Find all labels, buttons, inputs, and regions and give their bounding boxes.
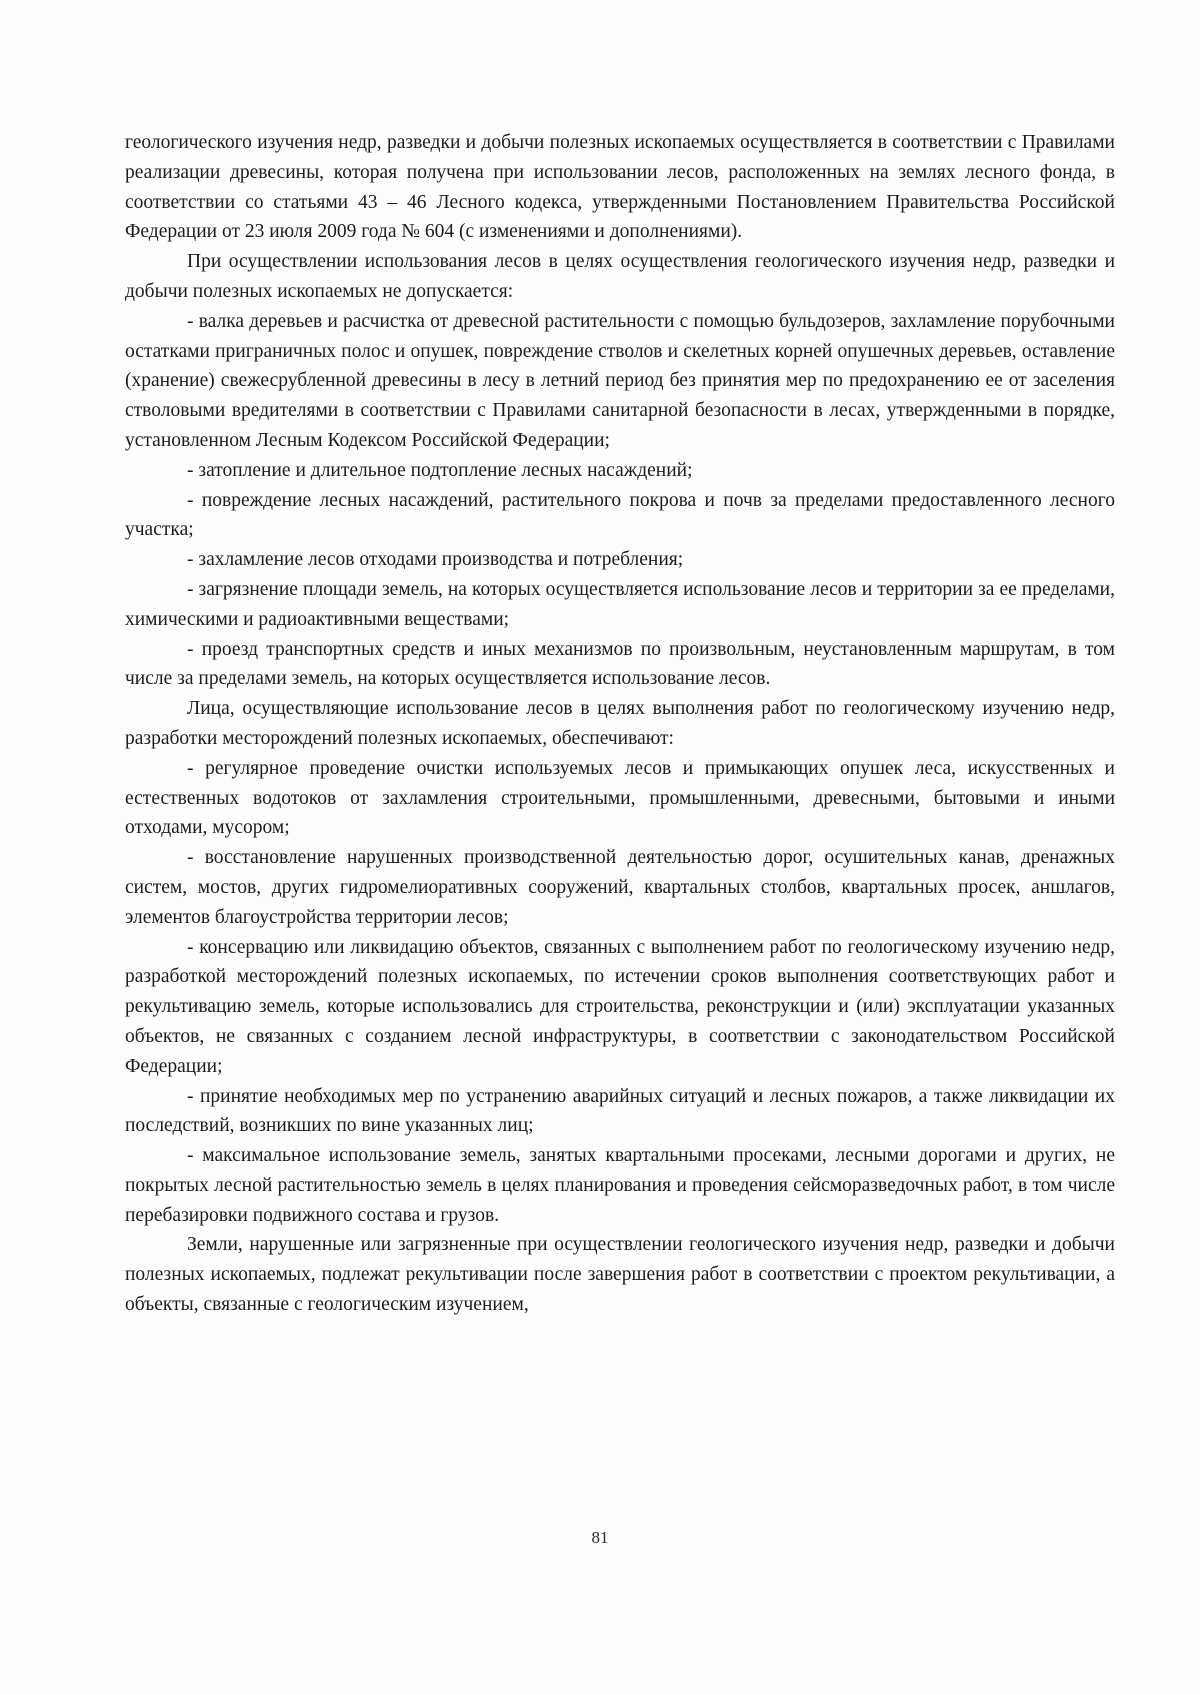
list-item-littering: - захламление лесов отходами производства и потребления; [187,549,684,571]
paragraph-prohibitions-intro: При осуществлении использования лесов в целях осуществления геологического изучения недр, разведки и добычи полезных ископаемых не допускается: [125,251,1115,302]
list-item-flooding: - затопление и длительное подтопление лесных насаждений; [187,459,693,481]
list-item-cleaning: - регулярное проведение очистки используемых лесов и примыкающих опушек леса, искусственных и естественных водотоков от захламления строительными, промышленными, древесными, бытовыми и иными отходами, мусором; [125,757,1115,839]
list-item-restoration: - восстановление нарушенных производственной деятельностью дорог, осушительных канав, дренажных систем, мостов, других гидромелиоративных сооружений, квартальных столбов, квартальных просек, аншлагов, элементов благоустройства территории лесов; [125,847,1115,928]
list-item-damage: - повреждение лесных насаждений, растительного покрова и почв за пределами предоставленного лесного участка; [125,489,1115,541]
document-body [125,128,1115,1320]
list-item-felling: - валка деревьев и расчистка от древесной растительности с помощью бульдозеров, захламление порубочными остатками приграничных полос и опушек, повреждение стволов и скелетных корней опушечных деревьев, оставление (хранение) свежесрубленной древесины в лесу в летний период без принятия мер по предохранению ее от заселения стволовыми вредителями в соответствии с Правилами санитарной безопасности в лесах, утвержденными в порядке, установленном Лесным Кодексом Российской Федерации; [125,310,1115,451]
paragraph-continuation: геологического изучения недр, разведки и добычи полезных ископаемых осуществляется в соответствии с Правилами реализации древесины, которая получена при использовании лесов, расположенных на землях лесного фонда, в соответствии со статьями 43 – 46 Лесного кодекса, утвержденными Постановлением Правительства Российской Федерации от 23 июля 2009 года № 604 (с изменениями и дополнениями). [125,132,1115,243]
list-item-vehicle-passage: - проезд транспортных средств и иных механизмов по произвольным, неустановленным маршрутам, в том числе за пределами земель, на которых осуществляется использование лесов. [125,638,1115,690]
paragraph-obligations-intro: Лица, осуществляющие использование лесов в целях выполнения работ по геологическому изучению недр, разработки месторождений полезных ископаемых, обеспечивают: [125,698,1115,749]
list-item-emergency-measures: - принятие необходимых мер по устранению аварийных ситуаций и лесных пожаров, а также ликвидации их последствий, возникших по вине указанных лиц; [125,1085,1115,1137]
list-item-land-use: - максимальное использование земель, занятых квартальными просеками, лесными дорогами и других, не покрытых лесной растительностью земель в целях планирования и проведения сейсморазведочных работ, в том числе перебазировки подвижного состава и грузов. [125,1145,1115,1226]
page-number: 81 [591,1528,609,1547]
paragraph-recultivation: Земли, нарушенные или загрязненные при осуществлении геологического изучения недр, разведки и добычи полезных ископаемых, подлежат рекультивации после завершения работ в соответствии с проектом рекультивации, а объекты, связанные с геологическим изучением, [125,1234,1115,1316]
list-item-conservation: - консервацию или ликвидацию объектов, связанных с выполнением работ по геологическому изучению недр, разработкой месторождений полезных ископаемых, по истечении сроков выполнения соответствующих работ и рекультивацию земель, которые использовались для строительства, реконструкции и (или) эксплуатации указанных объектов, не связанных с созданием лесной инфраструктуры, в соответствии с законодательством Российской Федерации; [125,936,1115,1077]
list-item-pollution: - загрязнение площади земель, на которых осуществляется использование лесов и территории за ее пределами, химическими и радиоактивными веществами; [125,578,1115,630]
